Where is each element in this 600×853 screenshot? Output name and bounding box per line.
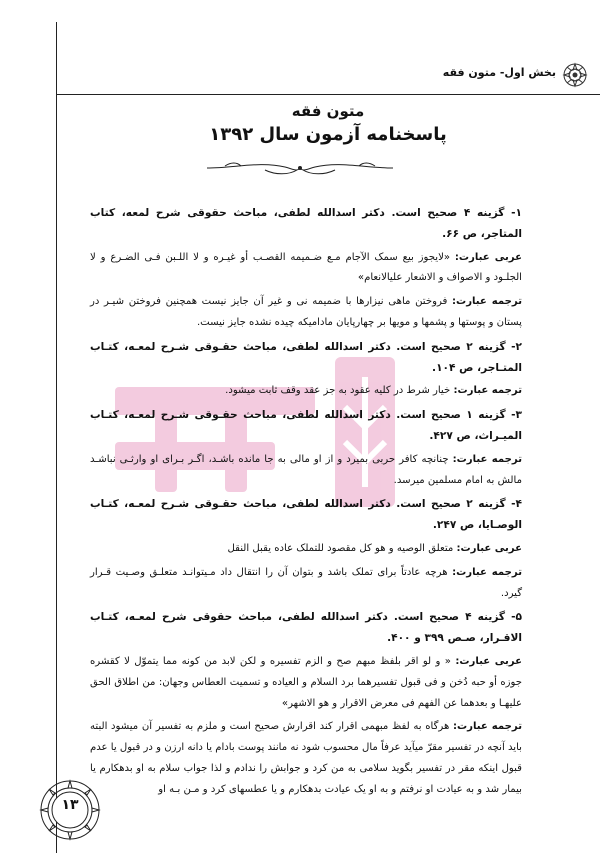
header-rule [56, 94, 600, 95]
running-title: بخش اول- متون فقه [442, 66, 556, 79]
arabic-label: عربی عبارت: [455, 655, 522, 667]
page-frame-vertical-rule [56, 22, 57, 853]
answer-5-arabic [90, 652, 522, 714]
section-title [56, 100, 600, 145]
translation-text: چنانچه کافر حربی بمیرد و از او مالی به جا مانده باشـد، اگـر بـرای او وارثـی نباشـد مالش به امام مسلمین میرسد. [90, 453, 522, 486]
translation-label: ترجمه عبارت: [452, 566, 522, 578]
answer-3-translation [90, 450, 522, 492]
arabic-text: متعلق الوصیه و هو کل مقصود للتملک عاده یقبل النقل [227, 542, 454, 554]
translation-text: هرگاه به لفظ مبهمی اقرار کند اقرارش صحیح است و ملزم به تفسیر آن میشود البته باید آنچه در تفسیر مقرّ میآید عرفاً مال محسوب شود نه مانند پوست بادام یا دانه ارزن و در قبول یا عدم قبول اینکه مقر در تفسیر بگوید سلامی به من کرد و جوابش را ندادم و لذا جواب سلام به او بدهکارم یا بیمار شد و به عیادت او نرفتم و به او یک عیادت بدهکارم و یا عطسهای کرد و مـن بـه او [90, 721, 522, 795]
arabic-text: «لایجوز بیع سمک الآجام مـع ضـمیمه القصـب أو غیـره و لا اللـبن فـی الضـرع و لا الجلـود و الاصواف و الاشعار علیالانعام» [90, 251, 522, 284]
answer-4-translation [90, 563, 522, 605]
translation-text: فروختن ماهی نیزارها با ضمیمه نی و غیر آن جایز نیست همچنین فروختن شیـر در پستان و پوستها و پشمها و مویها بر چهارپایان مادامیکه چیده نشده جایز نیست. [90, 296, 522, 328]
answer-list [90, 203, 522, 804]
arabic-label: عربی عبارت: [456, 542, 522, 554]
arabic-label: عربی عبارت: [454, 251, 522, 263]
title-flourish-ornament [205, 157, 395, 179]
answer-3-heading: ۳- گزینه ۱ صحیح است. دکتر اسدالله لطفی، مباحث حقـوقی شـرح لمعـه، کتـاب المیـراث، ص ۴۲۷. [90, 409, 522, 442]
answer-4-arabic [90, 539, 522, 560]
title-line-2: پاسخنامه آزمون سال ۱۳۹۲ [209, 124, 447, 145]
answer-1-arabic [90, 248, 522, 290]
translation-label: ترجمه عبارت: [452, 453, 522, 465]
translation-text: هرچه عادتاً برای تملک باشد و بتوان آن را انتقال داد مـیتوانـد متعلـق وصـیت قـرار گیرد. [90, 566, 522, 599]
translation-label: ترجمه عبارت: [453, 721, 522, 733]
page-number: ۱۳ [61, 797, 79, 813]
answer-1-heading: ۱- گزینه ۴ صحیح است. دکتر اسدالله لطفی، مباحث حقوقی شرح لمعه، کتاب المتاجر، ص ۶۶. [90, 207, 522, 240]
translation-label: ترجمه عبارت: [452, 296, 522, 308]
translation-text: خیار شرط در کلیه عقود به جز عقد وقف ثابت میشود. [225, 385, 451, 397]
running-header [56, 58, 600, 92]
answer-2-heading: ۲- گزینه ۲ صحیح است. دکتر اسدالله لطفی، مباحث حقـوقی شـرح لمعـه، کتـاب المتـاجر، ص ۱۰۴. [90, 340, 522, 374]
answer-5-heading: ۵- گزینه ۴ صحیح است. دکتر اسدالله لطفی، مباحث حقوقی شرح لمعـه، کتـاب الاقـرار، صـص ۳۹۹ و ۴۰۰. [90, 611, 522, 645]
answer-4-heading: ۴- گزینه ۲ صحیح است. دکتر اسدالله لطفی، مباحث حقـوقی شـرح لمعـه، کتـاب الوصـایا، ص ۲۴۷. [90, 498, 522, 532]
translation-label: ترجمه عبارت: [453, 385, 522, 397]
answer-1-translation [90, 292, 522, 334]
rosette-icon [562, 62, 588, 88]
arabic-text: « و لو اقر بلفظ مبهم صح و الزم تفسیره و لکن لابد من کونه مما یتموّل لا کقشره جوزه أو حبه دُخن و فی قبول تفسیرهما برد السلام و العیاده و تسمیت العطاس وجهان: من اطلاق الحق علیهـا و بعدهما عن الفهم فی معرض الاقرار و هو الاشهر» [90, 655, 522, 709]
answer-2-translation [90, 381, 522, 402]
answer-5-translation [90, 717, 522, 800]
title-line-1: متون فقه [291, 102, 365, 120]
